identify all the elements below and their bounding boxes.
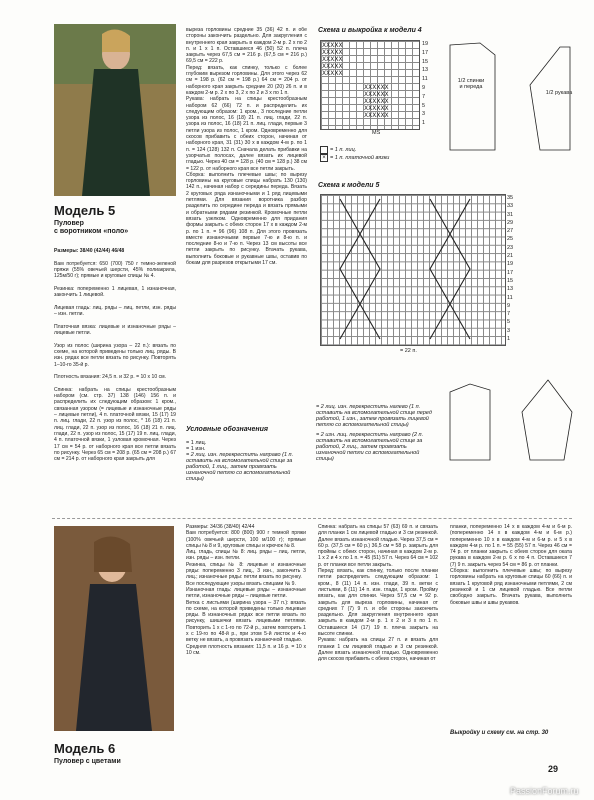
legend-item: = 1 лиц. — [186, 440, 207, 446]
footer-note: Выкройку и схему см. на стр. 30 — [450, 730, 549, 736]
chart4-row-label: 13 — [422, 67, 429, 74]
model5-schema — [440, 372, 580, 472]
chart4-row-label: 15 — [422, 58, 429, 65]
model6-photo-image — [54, 526, 174, 731]
svg-text:XXXXXX: XXXXXX — [364, 91, 389, 98]
chart4-row-label: 3 — [422, 111, 426, 118]
model5-text-col1 — [54, 242, 176, 469]
chart5-row-label: 21 — [507, 253, 514, 260]
model5-materials: Вам потребуется: 650 (700) 750 г темно-зеленой пряжи (55% овечьей шерсти, 45% полиакрила, 125м/50 г); прямые и круговые спицы № 4. — [54, 260, 176, 280]
svg-text:XXXXXX: XXXXXX — [364, 105, 389, 112]
chart4-legend-box-empty — [320, 146, 328, 154]
chart5-row-label: 31 — [507, 211, 514, 218]
chart4-row-numbers — [422, 40, 432, 128]
model5-text-col2: выреза горловины средние 35 (36) 42 п. и обе стороны закончить раздельно. Для закругления с внутреннего края закрыть в каждом 2-м р. 2 х по 2 п. и 1 х 1 п. Оставшиеся 46 (50) 52 п. плеча закрыть через 67,5 см = 216 р. (67,5 см = 216 р.) 69,5 см = 222 р. Перед: вязать, как спинку, только с более глубоким вырезом горловины. Для этого через 62 см = 198 р. (62 см = 198 р.) 64 см = 204 р. от наборного края закрыть средние 20 (20) 26 п. и в каждом 2-м р. 2 х по 3, 2 х по 2 и 3 х по 1 п. Рукава: набрать на спицы крестообразным набором 62 (66) 72 п. и распределить их следующим образом: 1 кром., 3 последние петли узора из полос, 16 (18) 21 п. лиц. глади, 22 п. узора из полос, 16 (18) 21 п. лиц. глади, первые 3 петли узора из полос, 1 кром. Одновременно для скосов прибавить с обеих сторон, начиная от наборного края, 31 (31) 30 х в каждом 4-м р. по 1 п. = 124 (128) 132 п. Сначала делать прибавки на узорчатых полосах, далее вязать их лицевой гладью. Через 40 см = 128 р. (40 см = 128 р.) 38 см = 122 р. от наборного края все петли закрыть. Сборка: выполнить плечевые швы; по вырезу горловины на круговые спицы набрать 130 (130) 142 п., начиная набор с середины переда. Вязать 2 круговых ряда изнаночными и 1 ряд лицевыми петлями. Для вязания воротника разбор разделить по середине переда и вязать прямыми и обратными рядами резинкой. Кромочные петли вязать узелком. Одновременно для придания формы закрыть с обеих сторон 17 х в каждом 2-м р. по 1 п. = 96 (96) 108 п. Для этого провязать вместе изнаночными первые 7-ю и 8-ю п. и последние 8-ю и 7-ю п. Через 13 см высоты все петли закрыть по рисунку. Втачать рукава, выполнить боковые и рукавные швы, оставив по бокам для разрезов открытыми 17 см. — [186, 27, 307, 266]
chart5-row-numbers — [507, 194, 517, 343]
model6-subtitle: Пуловер с цветами — [54, 758, 121, 765]
legend-item: = 1 изн. — [186, 446, 206, 452]
watermark: PassionForum.ru — [510, 786, 579, 796]
chart5-row-label: 13 — [507, 286, 514, 293]
model5-rib: Резинка: попеременно 1 лицевая, 1 изнаночная, закончить 1 лицевой. — [54, 286, 176, 299]
chart5-row-label: 15 — [507, 277, 514, 284]
chart4-pattern-schema — [440, 35, 580, 165]
model6-text-col2: Спинка: набрать на спицы 57 (63) 69 п. и связать для планки 1 см лицевой гладью и 3 см резинкой. Далее вязать изнаночной гладью. Через 37,5 см = 60 р. (37,5 см = 60 р.) 36,5 см = 58 р. закрыть для проймы с обеих сторон, начиная в каждом 2-м р. 1 х 2 и 4 х по 1 п. = 45 (51) 57 п. Через 64 см = 102 р. от планки все петли закрыть. Перед: вязать, как спинку, только после планки петли распределить следующим образом: 1 кром., 8 (11) 14 п. изн. глади, 39 п. ветки с листьями, 8 (11) 14 п. изн. глади, 1 кром. Пройму вязать, как для спинки. Через 57,5 см = 92 р. закрыть для выреза горловины, начиная от средних 7 (7) 9 п. и обе стороны закончить раздельно. Для закругления внутреннего края закрыть в каждом 2-м р. 1 х 2 и 3 х по 1 п. Оставшиеся 14 (17) 19 п. плеча закрыть на высоте спинки. Рукава: набрать на спицы 27 п. и вязать для планки 1 см лицевой гладью и 3 см резинкой. Далее вязать изнаночной гладью. Одновременно для скосов прибавить с обеих сторон, начиная от — [318, 524, 438, 663]
chart5-row-label: 35 — [507, 195, 514, 201]
legend-title: Условные обозначения — [186, 426, 269, 433]
chart5-row-label: 25 — [507, 236, 514, 243]
model5-subtitle: Пуловер с воротником «поло» — [54, 220, 129, 235]
legend-item: = 2 лиц. изн. перекрестить направо (1 п. оставить на вспомогательной спице за работой, 1 лиц., затем провязать изнаночной петлю со вспомогательной спицы) — [186, 452, 294, 482]
model5-sizes: Размеры: 38/40 (42/44) 46/48 — [54, 248, 125, 255]
legend-items-right — [316, 404, 436, 462]
model5-stockinette: Лицевая гладь: лиц. ряды – лиц. петли, изн. ряды – изн. петли. — [54, 304, 176, 318]
model5-title: Модель 5 — [54, 203, 116, 218]
chart5-row-label: 5 — [507, 319, 511, 326]
chart5-row-label: 11 — [507, 294, 513, 301]
svg-text:XXXXX: XXXXX — [322, 42, 343, 49]
legend-item: = 2 изн. лиц. перекрестить направо (2 п. оставить на вспомогательной спице за работой, 2 лиц., затем провязать изнаночной петли со вспомогательной спицы) — [316, 432, 424, 462]
chart4-x-marks — [320, 40, 420, 130]
svg-text:XXXXXX: XXXXXX — [364, 112, 389, 119]
chart5-row-label: 1 — [507, 336, 511, 343]
page-number: 29 — [548, 764, 559, 774]
svg-text:XXXXXX: XXXXXX — [364, 84, 389, 91]
chart4-legend-x: = 1 п. платочной вязки — [330, 155, 390, 161]
model6-text-col3: планки, попеременно 14 х в каждом 4-м и 6-м р. (попеременно 14 х в каждом 4-м и 6-м р.) попеременно 10 х в каждом 4-м и 6-м р. и 5 х в каждом 4-м р. по 1 п. = 55 (55) 57 п. Через 46 см = 74 р. от планки закрыть с обеих сторон для оката рукава в каждом 2-м р. 6 х по 4 п. Оставшиеся 7 (7) 9 п. закрыть через 54 см = 86 р. от планки. Сборка: выполнить плечевые швы; по вырезу горловины набрать на круговые спицы 60 (66) п. и вязать 1 круговой ряд изнаночными петлями, 2 см резинкой и 1 см лицевой гладью. Все петли свободно закрыть. Втачать рукава, выполнить боковые швы и швы рукавов. — [450, 524, 572, 606]
chart5-caption: Схема к модели 5 — [318, 182, 380, 189]
chart4-sleeve-label: 1/2 рукава — [545, 90, 573, 96]
model5-photo-image — [54, 24, 176, 196]
model6-photo — [54, 526, 174, 731]
model5-back: Спинка: набрать на спицы крестообразным набором (см. стр. 37) 138 (146) 156 п. и распределить их следующим образом: 1 кром., связанная узором (= лицевые и изнаночные ряды – лицевые петли), 4 п. платочной вязки, 15 (17) 19 п. лиц. глади, 22 п. узор из полос, * 16 (18) 21 п. лиц. глади, 22 п. узор из полос, 16 (18) 21 п. лиц. глади, 22 п. узор из полос, 15 (17) 19 п. лиц. глади, 4 п. платочной вязки, 1 узловая кромочная. Через 17 см = 54 р. от наборного края все петли вязать по рисунку. Через 65 см = 208 р. (65 см = 208 р.) 67 см = 214 р. от наборного края закрыть для — [54, 386, 176, 463]
model6-text-col1: Размеры: 34/36 (38/40) 42/44 Вам потребуется: 800 (800) 900 г темной пряжи (100% овечьей шерсти, 100 м/100 г); прямые спицы № 8 и 9, круговые спицы и крючок № 8. Лиц. гладь, спицы № 8: лиц. ряды – лиц. петли, изн. ряды – изн. петли. Резинка, спицы № 8: лицевые и изнаночные ряды: попеременно 3 лиц., 3 изн., закончить 3 лиц.; изнаночные ряды: петли вязать по рисунку. Все последующие узоры вязать спицами № 9. Изнаночная гладь: лицевые ряды – изнаночные петли, изнаночные ряды – лицевые петли. Ветка с листьями (ширина узора – 37 п.): вязать по схеме, на которой приведены только лицевые ряды. В изнаночных рядах все петли вязать по рисунку, шишечки вязать лицевыми петлями. Повторить 1 х с 1-го по 72-й р., затем повторить 1 х с 19-го по 48-й р., при этом 5-й листок и 4-ю ветку не вязать, а провязать изнаночной гладью. Средняя плотность вязания: 11,5 п. и 16 р. = 10 х 10 см. — [186, 524, 306, 656]
chart5-stitch-count: = 22 п. — [400, 348, 417, 354]
model5-photo — [54, 24, 176, 196]
chart4-row-label: 1 — [422, 120, 426, 127]
svg-text:XXXXX: XXXXX — [322, 49, 343, 56]
chart5-cable-lines — [320, 194, 505, 346]
chart4-row-label: 19 — [422, 41, 429, 47]
chart4-legend-empty: = 1 п. лиц. — [330, 147, 357, 153]
chart4-row-label: 5 — [422, 102, 426, 109]
svg-text:XXXXX: XXXXX — [322, 63, 343, 70]
section-divider — [52, 518, 572, 519]
chart5-row-label: 23 — [507, 244, 514, 251]
chart5-row-label: 17 — [507, 269, 514, 276]
chart5-row-label: 27 — [507, 228, 514, 235]
model6-title: Модель 6 — [54, 741, 116, 756]
chart4-row-label: 9 — [422, 84, 426, 91]
chart4-schema-label: 1/2 спинки и переда — [457, 78, 485, 90]
chart4-caption: Схема и выкройка к модели 4 — [318, 27, 422, 34]
chart5-row-label: 9 — [507, 302, 511, 309]
model5-garter: Платочная вязка: лицевые и изнаночные ряды – лицевые петли. — [54, 323, 176, 337]
chart5-row-label: 19 — [507, 261, 514, 268]
chart4-row-label: 7 — [422, 93, 426, 100]
chart4-row-label: 11 — [422, 76, 428, 83]
legend-item: = 2 лиц. изн. перекрестить налево (1 п. оставить на вспомогательной спице перед работой, 1 изн., затем провязать лицевой петлю со вспомогательной спицы) — [316, 404, 432, 428]
legend-items — [186, 440, 306, 482]
chart5-row-label: 33 — [507, 203, 514, 210]
svg-text:XXXXX: XXXXX — [322, 56, 343, 63]
chart4-ms-label: MS — [372, 130, 381, 136]
chart5-row-label: 3 — [507, 327, 511, 334]
model5-density: Плотность вязания: 24,5 п. и 32 р. = 10 х 10 см. — [54, 374, 167, 381]
svg-text:XXXXX: XXXXX — [322, 70, 343, 77]
chart5-row-label: 29 — [507, 219, 514, 226]
chart4-legend-box-x: × — [320, 154, 328, 162]
chart5-row-label: 7 — [507, 311, 511, 318]
model5-stripes: Узор из полос (ширина узора – 22 п.): вязать по схеме, на которой приведены только лиц. ряды. В изн. рядах все петли вязать по рисунку. Повторять 1–10-го 35-й р. — [54, 342, 176, 368]
chart4-row-label: 17 — [422, 49, 429, 56]
svg-text:XXXXXX: XXXXXX — [364, 98, 389, 105]
